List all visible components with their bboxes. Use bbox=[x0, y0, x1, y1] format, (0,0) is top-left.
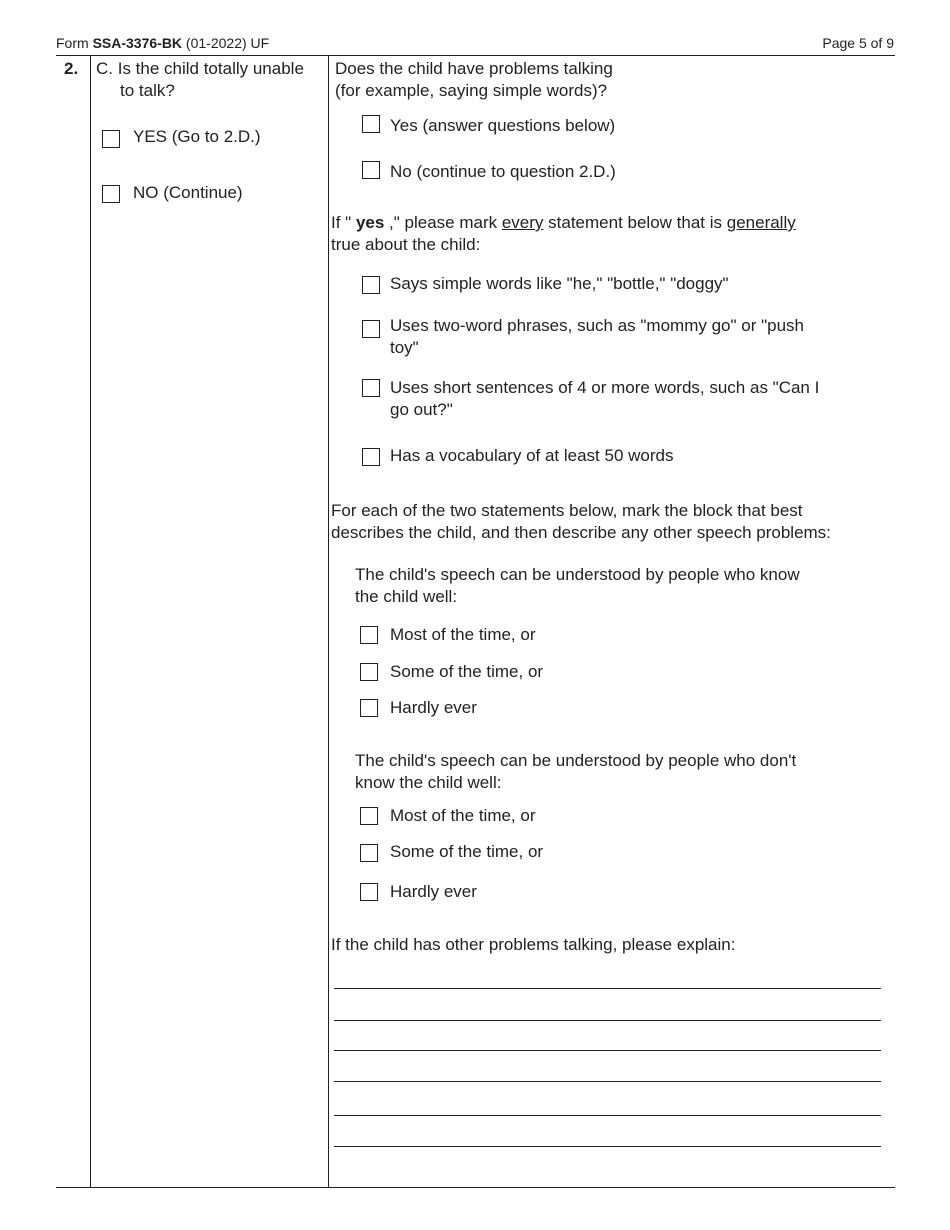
problems-yes-checkbox[interactable] bbox=[362, 115, 380, 133]
problems-question-line2: (for example, saying simple words)? bbox=[335, 81, 608, 100]
unknown-statement-line1: The child's speech can be understood by people who don't bbox=[355, 751, 797, 770]
bottom-rule bbox=[56, 1187, 895, 1188]
statement-label: Has a vocabulary of at least 50 words bbox=[390, 446, 674, 465]
question-label-line1: C. Is the child totally unable bbox=[96, 59, 304, 78]
statement-checkbox[interactable] bbox=[362, 276, 380, 294]
known-option-label: Most of the time, or bbox=[390, 625, 536, 644]
problems-no-label: No (continue to question 2.D.) bbox=[390, 162, 616, 181]
unknown-option-label: Hardly ever bbox=[390, 882, 477, 901]
each-instruction-line2: describes the child, and then describe any other speech problems: bbox=[331, 523, 831, 542]
known-statement-line2: the child well: bbox=[355, 587, 458, 606]
unknown-option-checkbox[interactable] bbox=[360, 807, 378, 825]
each-instruction-line1: For each of the two statements below, mark the block that best bbox=[331, 501, 803, 520]
question-label-line2: to talk? bbox=[120, 81, 175, 100]
yes-checkbox[interactable] bbox=[102, 130, 120, 148]
yes-label: YES (Go to 2.D.) bbox=[133, 127, 261, 146]
page-number: Page 5 of 9 bbox=[822, 35, 894, 51]
known-statement-line1: The child's speech can be understood by people who know bbox=[355, 565, 800, 584]
top-rule bbox=[56, 55, 895, 56]
yes-instruction: If " yes ," please mark every statement below that is generally bbox=[331, 213, 796, 232]
col-divider-2 bbox=[328, 55, 329, 1187]
problems-no-checkbox[interactable] bbox=[362, 161, 380, 179]
unknown-option-checkbox[interactable] bbox=[360, 883, 378, 901]
explain-line[interactable] bbox=[334, 1020, 881, 1021]
unknown-option-label: Some of the time, or bbox=[390, 842, 544, 861]
form-code: SSA-3376-BK bbox=[92, 35, 183, 51]
problems-question-line1: Does the child have problems talking bbox=[335, 59, 613, 78]
question-number: 2. bbox=[64, 59, 79, 78]
explain-line[interactable] bbox=[334, 1081, 881, 1082]
known-option-checkbox[interactable] bbox=[360, 626, 378, 644]
statement-checkbox[interactable] bbox=[362, 379, 380, 397]
statement-label-line2: go out?" bbox=[390, 400, 453, 419]
statement-label: Uses short sentences of 4 or more words, such as "Can I bbox=[390, 378, 820, 397]
explain-line[interactable] bbox=[334, 1050, 881, 1051]
form-id: Form SSA-3376-BK (01-2022) UF bbox=[56, 35, 270, 51]
unknown-statement-line2: know the child well: bbox=[355, 773, 502, 792]
statement-checkbox[interactable] bbox=[362, 320, 380, 338]
no-label: NO (Continue) bbox=[133, 183, 243, 202]
statement-label: Says simple words like "he," "bottle," "doggy" bbox=[390, 274, 729, 293]
problems-yes-label: Yes (answer questions below) bbox=[390, 116, 616, 135]
known-option-checkbox[interactable] bbox=[360, 663, 378, 681]
statement-label-line2: toy" bbox=[390, 338, 419, 357]
known-option-label: Hardly ever bbox=[390, 698, 477, 717]
yes-instruction-line2: true about the child: bbox=[331, 235, 481, 254]
unknown-option-checkbox[interactable] bbox=[360, 844, 378, 862]
explain-line[interactable] bbox=[334, 1146, 881, 1147]
known-option-checkbox[interactable] bbox=[360, 699, 378, 717]
other-problems-prompt: If the child has other problems talking, please explain: bbox=[331, 935, 736, 954]
explain-line[interactable] bbox=[334, 988, 881, 989]
explain-line[interactable] bbox=[334, 1115, 881, 1116]
col-divider-1 bbox=[90, 55, 91, 1187]
statement-checkbox[interactable] bbox=[362, 448, 380, 466]
statement-label: Uses two-word phrases, such as "mommy go" or "push bbox=[390, 316, 804, 335]
no-checkbox[interactable] bbox=[102, 185, 120, 203]
known-option-label: Some of the time, or bbox=[390, 662, 544, 681]
unknown-option-label: Most of the time, or bbox=[390, 806, 536, 825]
